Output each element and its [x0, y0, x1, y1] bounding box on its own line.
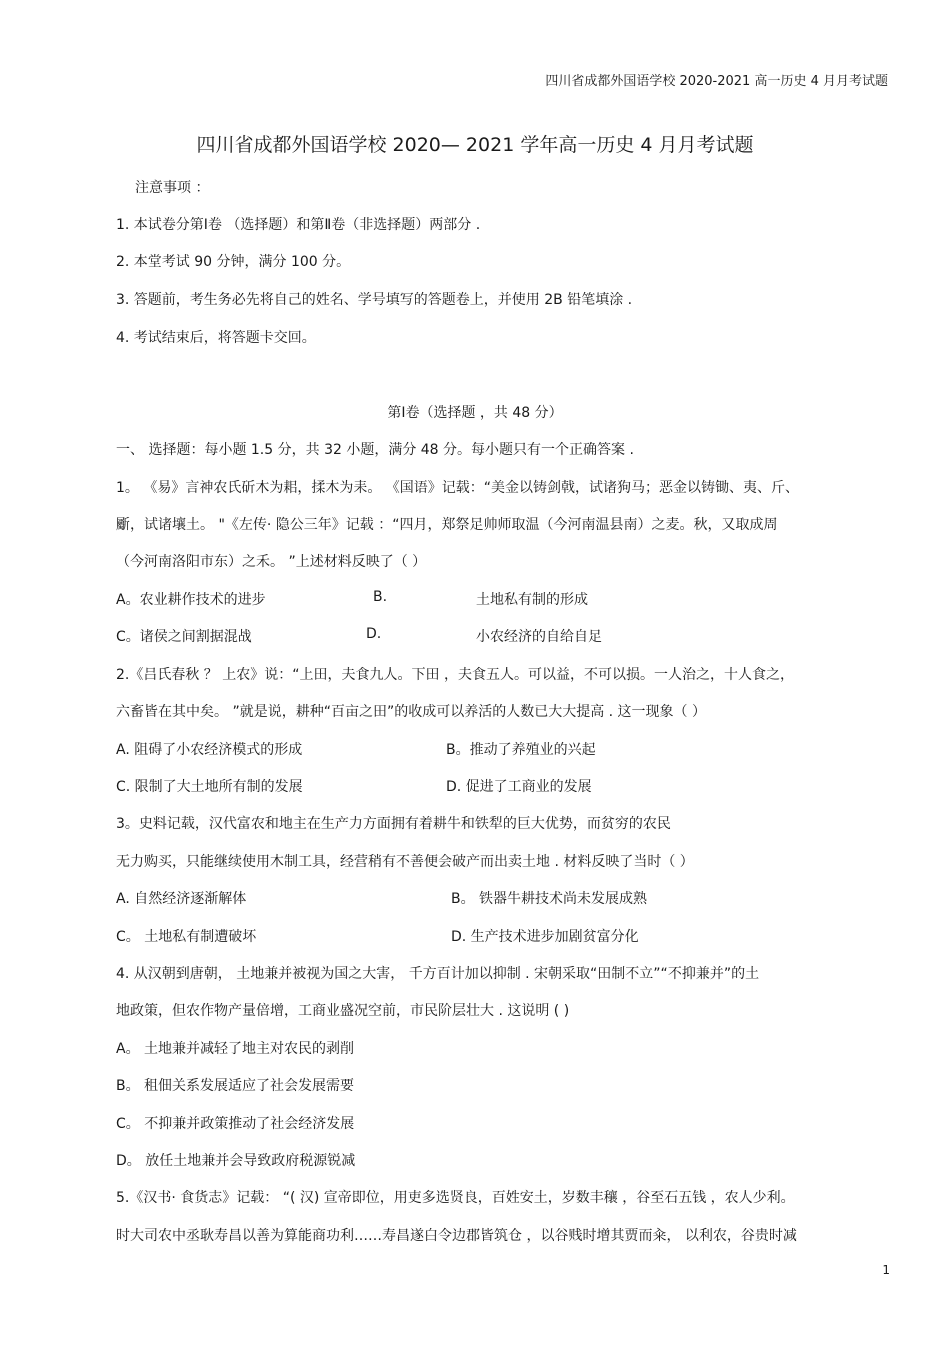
q2-option-a: A. 阻碍了小农经济模式的形成: [116, 742, 303, 758]
q3-option-b: B。 铁器牛耕技术尚未发展成熟: [451, 891, 648, 907]
q1-option-a: A。农业耕作技术的进步: [116, 592, 266, 608]
q1-option-b-label: B.: [373, 589, 388, 605]
q4-option-c: C。 不抑兼并政策推动了社会经济发展: [116, 1116, 355, 1132]
q1-option-b-text: 土地私有制的形成: [476, 592, 588, 608]
q3-line-1: 3。史料记载，汉代富农和地主在生产力方面拥有着耕牛和铁犁的巨大优势，而贫穷的农民: [116, 816, 671, 832]
q2-option-c: C. 限制了大土地所有制的发展: [116, 779, 303, 795]
q1-line-3: （今河南洛阳市东）之禾。 ”上述材料反映了（ ）: [116, 554, 427, 570]
q2-option-b: B。推动了养殖业的兴起: [446, 742, 596, 758]
q1-option-d-label: D.: [366, 626, 382, 642]
exam-title: 四川省成都外国语学校 2020— 2021 学年高一历史 4 月月考试题: [196, 134, 754, 156]
running-header: 四川省成都外国语学校 2020-2021 高一历史 4 月月考试题: [545, 74, 888, 89]
notes-heading: 注意事项 ：: [135, 180, 210, 196]
q2-option-d: D. 促进了工商业的发展: [446, 779, 592, 795]
q3-option-a: A. 自然经济逐渐解体: [116, 891, 247, 907]
note-item-4: 4. 考试结束后，将答题卡交回。: [116, 330, 316, 346]
q1-line-1: 1。 《易》言神农氏斫木为耜，揉木为耒。 《国语》记载：“美金以铸剑戟，试诸狗马；恶金以铸锄、夷、斤、: [116, 480, 800, 496]
q5-line-1: 5.《汉书· 食货志》记载： “( 汉) 宣帝即位，用吏多选贤良，百姓安土，岁数丰穰 ，谷至石五钱 ，农人少利。: [116, 1190, 795, 1206]
section-title: 第Ⅰ卷（选择题 ，共 48 分）: [387, 405, 563, 421]
page-number: 1: [882, 1263, 890, 1277]
note-item-2: 2. 本堂考试 90 分钟，满分 100 分。: [116, 254, 351, 270]
section-instructions: 一、 选择题：每小题 1.5 分，共 32 小题，满分 48 分。每小题只有一个正确答案 .: [116, 442, 634, 458]
q4-line-2: 地政策，但农作物产量倍增，工商业盛况空前，市民阶层壮大 . 这说明 ( ): [116, 1003, 570, 1019]
q2-line-2: 六畜皆在其中矣。 ”就是说，耕种“百亩之田”的收成可以养活的人数已大大提高 . 这一现象（ ）: [116, 704, 707, 720]
q4-option-d: D。 放任土地兼并会导致政府税源锐减: [116, 1153, 356, 1169]
q4-line-1: 4. 从汉朝到唐朝， 土地兼并被视为国之大害， 千方百计加以抑制 . 宋朝采取“田制不立”“不抑兼并”的土: [116, 966, 760, 982]
q1-option-c: C。诸侯之间割据混战: [116, 629, 252, 645]
q3-option-d: D. 生产技术进步加剧贫富分化: [451, 929, 639, 945]
q1-line-2: 斸，试诸壤土。 "《左传· 隐公三年》记载 ：“四月，郑祭足帅师取温（今河南温县南）之麦。秋，又取成周: [116, 517, 778, 533]
q4-option-a: A。 土地兼并减轻了地主对农民的剥削: [116, 1041, 355, 1057]
note-item-1: 1. 本试卷分第Ⅰ卷 （选择题）和第Ⅱ卷（非选择题）两部分 .: [116, 217, 481, 233]
q1-option-d-text: 小农经济的自给自足: [476, 629, 602, 645]
q3-option-c: C。 土地私有制遭破坏: [116, 929, 257, 945]
note-item-3: 3. 答题前，考生务必先将自己的姓名、学号填写的答题卷上，并使用 2B 铅笔填涂 .: [116, 292, 633, 308]
q4-option-b: B。 租佃关系发展适应了社会发展需要: [116, 1078, 355, 1094]
q2-line-1: 2.《吕氏春秋 ？ 上农》说：“上田，夫食九人。下田 ，夫食五人。可以益，不可以损。一人治之，十人食之，: [116, 667, 794, 683]
q3-line-2: 无力购买，只能继续使用木制工具，经营稍有不善便会破产而出卖土地 . 材料反映了当时（ ）: [116, 854, 694, 870]
q5-line-2: 时大司农中丞耿寿昌以善为算能商功利……寿昌遂白令边郡皆筑仓 ，以谷贱时增其贾而籴， 以利农，谷贵时减: [116, 1228, 797, 1244]
